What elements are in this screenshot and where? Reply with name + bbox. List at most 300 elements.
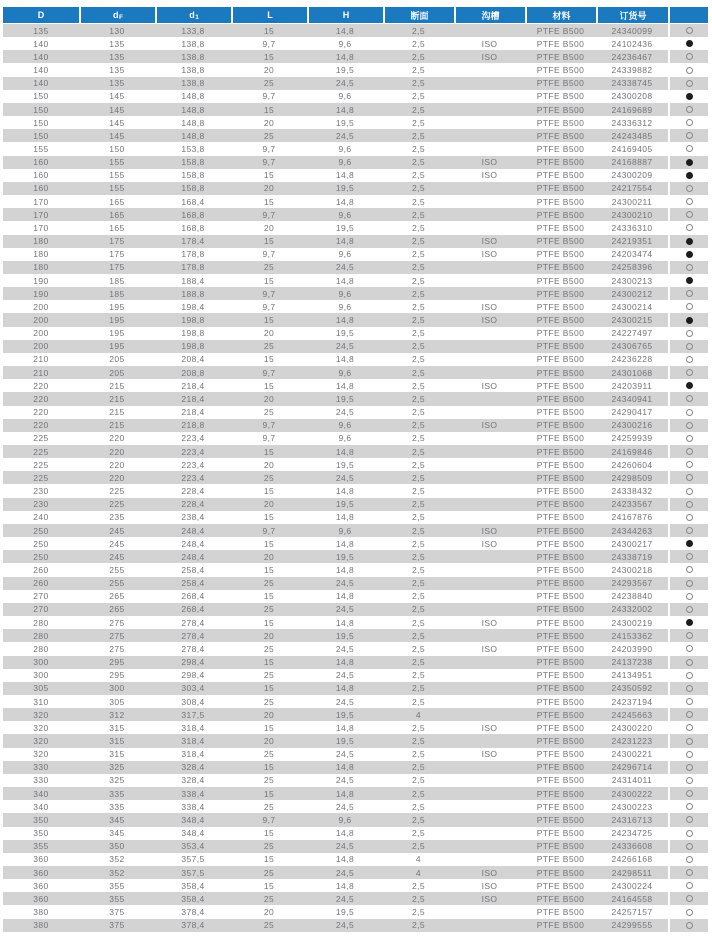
open-circle-icon — [686, 27, 693, 34]
cell-goucao: ISO — [481, 525, 498, 536]
cell-dinghuohao: 24314011 — [611, 775, 653, 786]
cell-availability — [668, 603, 708, 616]
cell-goucao — [454, 103, 525, 116]
open-circle-icon — [686, 909, 693, 916]
cell-L: 25 — [263, 130, 275, 141]
cell-H: 14,8 — [335, 354, 355, 365]
cell-dF: 245 — [109, 538, 125, 549]
cell-d1: 318,4 — [181, 749, 205, 760]
cell-dinghuohao: 24243485 — [611, 130, 653, 141]
cell-L: 25 — [263, 749, 275, 760]
cell-availability — [668, 24, 708, 37]
cell-duanmian: 2,5 — [411, 328, 426, 339]
cell-cailiao: PTFE B500 — [536, 222, 585, 233]
cell-L: 15 — [263, 591, 275, 602]
cell-duanmian: 4 — [415, 867, 422, 878]
column-header-goucao — [454, 7, 525, 23]
cell-L: 25 — [263, 643, 275, 654]
cell-D: 320 — [33, 736, 49, 747]
table-row — [3, 629, 708, 642]
cell-D: 200 — [33, 328, 49, 339]
cell-availability — [668, 406, 708, 419]
cell-H: 24,5 — [335, 341, 355, 352]
cell-L: 15 — [263, 380, 275, 391]
cell-duanmian: 2,5 — [411, 788, 426, 799]
cell-d1: 258,4 — [181, 564, 205, 575]
cell-d1: 148,8 — [181, 104, 205, 115]
cell-duanmian: 2,5 — [411, 25, 426, 36]
cell-H: 14,8 — [335, 683, 355, 694]
cell-duanmian: 2,5 — [411, 907, 426, 918]
cell-availability — [668, 182, 708, 195]
cell-L: 15 — [263, 617, 275, 628]
cell-H: 24,5 — [335, 841, 355, 852]
cell-dinghuohao: 24219351 — [611, 236, 653, 247]
cell-d1: 308,4 — [181, 696, 205, 707]
cell-dF: 265 — [109, 604, 125, 615]
open-circle-icon — [686, 185, 693, 192]
cell-availability — [668, 392, 708, 405]
cell-goucao: ISO — [481, 617, 498, 628]
cell-goucao — [454, 63, 525, 76]
cell-dinghuohao: 24344263 — [611, 525, 653, 536]
cell-duanmian: 2,5 — [411, 564, 426, 575]
cell-dF: 325 — [109, 762, 125, 773]
table-row — [3, 563, 708, 576]
cell-cailiao: PTFE B500 — [536, 670, 585, 681]
cell-dinghuohao: 24336608 — [611, 841, 653, 852]
cell-dF: 135 — [109, 51, 125, 62]
cell-D: 220 — [33, 420, 49, 431]
cell-cailiao: PTFE B500 — [536, 617, 585, 628]
cell-goucao — [454, 656, 525, 669]
cell-dF: 215 — [109, 420, 125, 431]
cell-L: 9,7 — [262, 157, 276, 168]
table-row — [3, 63, 708, 76]
table-row — [3, 327, 708, 340]
cell-D: 225 — [33, 446, 49, 457]
open-circle-icon — [686, 461, 693, 468]
cell-d1: 338,4 — [181, 788, 205, 799]
cell-dinghuohao: 24300219 — [611, 617, 653, 628]
cell-goucao — [454, 90, 525, 103]
cell-d1: 278,4 — [181, 617, 205, 628]
cell-duanmian: 2,5 — [411, 367, 426, 378]
cell-dinghuohao: 24153362 — [611, 630, 653, 641]
cell-duanmian: 2,5 — [411, 920, 426, 931]
cell-cailiao: PTFE B500 — [536, 65, 585, 76]
cell-D: 250 — [33, 525, 49, 536]
cell-H: 14,8 — [335, 538, 355, 549]
table-row — [3, 524, 708, 537]
open-circle-icon — [686, 777, 693, 784]
cell-dF: 275 — [109, 630, 125, 641]
cell-availability — [668, 879, 708, 892]
cell-H: 24,5 — [335, 670, 355, 681]
filled-circle-icon — [686, 317, 693, 324]
cell-duanmian: 2,5 — [411, 630, 426, 641]
cell-dF: 312 — [109, 709, 125, 720]
cell-cailiao: PTFE B500 — [536, 420, 585, 431]
cell-D: 230 — [33, 486, 49, 497]
open-circle-icon — [686, 566, 693, 573]
cell-goucao — [454, 669, 525, 682]
cell-goucao — [454, 208, 525, 221]
cell-dF: 175 — [109, 262, 125, 273]
cell-cailiao: PTFE B500 — [536, 446, 585, 457]
table-row — [3, 695, 708, 708]
cell-dinghuohao: 24203990 — [611, 643, 653, 654]
open-circle-icon — [686, 67, 693, 74]
cell-d1: 258,4 — [181, 578, 205, 589]
cell-D: 260 — [33, 578, 49, 589]
cell-dinghuohao: 24290417 — [611, 407, 653, 418]
cell-D: 220 — [33, 407, 49, 418]
cell-d1: 188,8 — [181, 288, 205, 299]
cell-d1: 328,4 — [181, 775, 205, 786]
cell-duanmian: 2,5 — [411, 104, 426, 115]
filled-circle-icon — [686, 159, 693, 166]
cell-availability — [668, 919, 708, 932]
cell-goucao — [454, 695, 525, 708]
cell-duanmian: 2,5 — [411, 380, 426, 391]
cell-dF: 220 — [109, 459, 125, 470]
table-row — [3, 642, 708, 655]
table-row — [3, 221, 708, 234]
cell-cailiao: PTFE B500 — [536, 130, 585, 141]
table-row — [3, 458, 708, 471]
cell-L: 15 — [263, 170, 275, 181]
cell-H: 24,5 — [335, 262, 355, 273]
cell-dinghuohao: 24236228 — [611, 354, 653, 365]
cell-availability — [668, 353, 708, 366]
cell-D: 225 — [33, 433, 49, 444]
cell-L: 15 — [263, 446, 275, 457]
cell-D: 355 — [33, 841, 49, 852]
cell-cailiao: PTFE B500 — [536, 578, 585, 589]
cell-H: 19,5 — [335, 65, 355, 76]
cell-duanmian: 2,5 — [411, 170, 426, 181]
table-row — [3, 590, 708, 603]
column-header-d1 — [155, 7, 231, 23]
cell-cailiao: PTFE B500 — [536, 828, 585, 839]
cell-dF: 175 — [109, 249, 125, 260]
cell-cailiao: PTFE B500 — [536, 657, 585, 668]
cell-d1: 303,4 — [181, 683, 205, 694]
cell-dinghuohao: 24293567 — [611, 578, 653, 589]
cell-dF: 165 — [109, 222, 125, 233]
cell-duanmian: 2,5 — [411, 393, 426, 404]
cell-cailiao: PTFE B500 — [536, 275, 585, 286]
cell-D: 170 — [33, 196, 49, 207]
cell-D: 320 — [33, 709, 49, 720]
table-row — [3, 103, 708, 116]
cell-goucao: ISO — [481, 170, 498, 181]
cell-cailiao: PTFE B500 — [536, 354, 585, 365]
cell-d1: 338,4 — [181, 801, 205, 812]
table-row — [3, 340, 708, 353]
cell-duanmian: 2,5 — [411, 762, 426, 773]
open-circle-icon — [686, 514, 693, 521]
cell-H: 19,5 — [335, 736, 355, 747]
column-header-duanmian — [383, 7, 454, 23]
cell-dinghuohao: 24300223 — [611, 801, 653, 812]
cell-availability — [668, 63, 708, 76]
cell-dF: 220 — [109, 472, 125, 483]
open-circle-icon — [686, 698, 693, 705]
cell-dinghuohao: 24258396 — [611, 262, 653, 273]
cell-availability — [668, 774, 708, 787]
cell-duanmian: 2,5 — [411, 222, 426, 233]
cell-dinghuohao: 24299555 — [611, 920, 653, 931]
cell-D: 190 — [33, 275, 49, 286]
cell-L: 15 — [263, 788, 275, 799]
cell-cailiao: PTFE B500 — [536, 775, 585, 786]
cell-L: 15 — [263, 315, 275, 326]
cell-L: 20 — [263, 499, 275, 510]
cell-duanmian: 2,5 — [411, 472, 426, 483]
cell-availability — [668, 563, 708, 576]
cell-L: 15 — [263, 657, 275, 668]
table-row — [3, 208, 708, 221]
open-circle-icon — [686, 395, 693, 402]
cell-goucao — [454, 734, 525, 747]
cell-H: 24,5 — [335, 604, 355, 615]
cell-d1: 278,4 — [181, 630, 205, 641]
cell-d1: 348,4 — [181, 828, 205, 839]
open-circle-icon — [686, 145, 693, 152]
cell-dF: 305 — [109, 696, 125, 707]
table-row — [3, 800, 708, 813]
cell-cailiao: PTFE B500 — [536, 288, 585, 299]
cell-duanmian: 2,5 — [411, 407, 426, 418]
open-circle-icon — [686, 435, 693, 442]
cell-cailiao: PTFE B500 — [536, 709, 585, 720]
cell-duanmian: 2,5 — [411, 51, 426, 62]
cell-duanmian: 2,5 — [411, 828, 426, 839]
cell-cailiao: PTFE B500 — [536, 459, 585, 470]
cell-dF: 145 — [109, 104, 125, 115]
cell-d1: 378,4 — [181, 920, 205, 931]
cell-goucao — [454, 919, 525, 932]
cell-H: 14,8 — [335, 854, 355, 865]
open-circle-icon — [686, 119, 693, 126]
cell-D: 350 — [33, 828, 49, 839]
cell-D: 270 — [33, 604, 49, 615]
cell-dinghuohao: 24238840 — [611, 591, 653, 602]
cell-dF: 355 — [109, 880, 125, 891]
cell-cailiao: PTFE B500 — [536, 486, 585, 497]
cell-cailiao: PTFE B500 — [536, 893, 585, 904]
cell-availability — [668, 656, 708, 669]
cell-availability — [668, 669, 708, 682]
cell-L: 9,7 — [262, 288, 276, 299]
cell-d1: 138,8 — [181, 38, 205, 49]
cell-H: 24,5 — [335, 920, 355, 931]
open-circle-icon — [686, 224, 693, 231]
table-row — [3, 813, 708, 826]
cell-H: 14,8 — [335, 657, 355, 668]
table-row — [3, 827, 708, 840]
cell-duanmian: 2,5 — [411, 880, 426, 891]
column-header-H — [307, 7, 383, 23]
cell-duanmian: 2,5 — [411, 262, 426, 273]
cell-duanmian: 2,5 — [411, 486, 426, 497]
cell-duanmian: 2,5 — [411, 236, 426, 247]
cell-cailiao: PTFE B500 — [536, 143, 585, 154]
cell-cailiao: PTFE B500 — [536, 630, 585, 641]
cell-L: 20 — [263, 183, 275, 194]
cell-d1: 278,4 — [181, 643, 205, 654]
cell-availability — [668, 524, 708, 537]
cell-dinghuohao: 24260604 — [611, 459, 653, 470]
cell-cailiao: PTFE B500 — [536, 262, 585, 273]
cell-availability — [668, 261, 708, 274]
cell-L: 25 — [263, 78, 275, 89]
cell-duanmian: 2,5 — [411, 814, 426, 825]
cell-goucao — [454, 774, 525, 787]
table-row — [3, 919, 708, 932]
cell-L: 15 — [263, 275, 275, 286]
cell-availability — [668, 169, 708, 182]
cell-cailiao: PTFE B500 — [536, 78, 585, 89]
cell-duanmian: 2,5 — [411, 301, 426, 312]
table-row — [3, 300, 708, 313]
open-circle-icon — [686, 738, 693, 745]
cell-availability — [668, 90, 708, 103]
cell-D: 380 — [33, 920, 49, 931]
cell-dF: 352 — [109, 867, 125, 878]
cell-L: 9,7 — [262, 301, 276, 312]
cell-goucao: ISO — [481, 749, 498, 760]
cell-goucao — [454, 603, 525, 616]
cell-duanmian: 2,5 — [411, 736, 426, 747]
cell-d1: 218,4 — [181, 393, 205, 404]
cell-L: 20 — [263, 393, 275, 404]
cell-L: 15 — [263, 354, 275, 365]
cell-goucao — [454, 195, 525, 208]
cell-L: 9,7 — [262, 249, 276, 260]
cell-goucao — [454, 445, 525, 458]
cell-H: 9,6 — [338, 301, 352, 312]
cell-d1: 268,4 — [181, 604, 205, 615]
column-header-label: 沟槽 — [481, 10, 500, 21]
open-circle-icon — [686, 790, 693, 797]
column-header-label: H — [342, 10, 350, 20]
cell-dinghuohao: 24300215 — [611, 315, 653, 326]
cell-H: 24,5 — [335, 775, 355, 786]
open-circle-icon — [686, 856, 693, 863]
cell-dF: 215 — [109, 380, 125, 391]
open-circle-icon — [686, 685, 693, 692]
table-row — [3, 892, 708, 905]
table-row — [3, 879, 708, 892]
cell-goucao — [454, 629, 525, 642]
cell-dinghuohao: 24233567 — [611, 499, 653, 510]
table-row — [3, 24, 708, 37]
cell-dinghuohao: 24300209 — [611, 170, 653, 181]
cell-d1: 148,8 — [181, 91, 205, 102]
cell-dinghuohao: 24300220 — [611, 722, 653, 733]
cell-H: 14,8 — [335, 591, 355, 602]
cell-d1: 138,8 — [181, 65, 205, 76]
cell-H: 24,5 — [335, 893, 355, 904]
table-row — [3, 353, 708, 366]
cell-D: 380 — [33, 907, 49, 918]
table-row — [3, 577, 708, 590]
cell-dF: 220 — [109, 446, 125, 457]
filled-circle-icon — [686, 40, 693, 47]
cell-duanmian: 2,5 — [411, 341, 426, 352]
cell-d1: 148,8 — [181, 117, 205, 128]
open-circle-icon — [686, 132, 693, 139]
cell-d1: 298,4 — [181, 657, 205, 668]
cell-d1: 223,4 — [181, 433, 205, 444]
cell-availability — [668, 287, 708, 300]
cell-dF: 175 — [109, 236, 125, 247]
cell-goucao — [454, 116, 525, 129]
open-circle-icon — [686, 895, 693, 902]
cell-d1: 198,8 — [181, 315, 205, 326]
cell-D: 150 — [33, 91, 49, 102]
cell-dF: 205 — [109, 367, 125, 378]
cell-dF: 300 — [109, 683, 125, 694]
cell-dinghuohao: 24236467 — [611, 51, 653, 62]
open-circle-icon — [686, 632, 693, 639]
cell-duanmian: 2,5 — [411, 893, 426, 904]
cell-d1: 188,4 — [181, 275, 205, 286]
cell-d1: 198,8 — [181, 328, 205, 339]
cell-dinghuohao: 24168887 — [611, 157, 653, 168]
cell-L: 25 — [263, 407, 275, 418]
cell-availability — [668, 577, 708, 590]
cell-availability — [668, 708, 708, 721]
open-circle-icon — [686, 711, 693, 718]
cell-dF: 150 — [109, 143, 125, 154]
table-row — [3, 50, 708, 63]
cell-d1: 178,8 — [181, 262, 205, 273]
cell-duanmian: 2,5 — [411, 525, 426, 536]
cell-dinghuohao: 24338745 — [611, 78, 653, 89]
cell-dinghuohao: 24300218 — [611, 564, 653, 575]
cell-H: 9,6 — [338, 288, 352, 299]
cell-dF: 315 — [109, 736, 125, 747]
cell-dF: 220 — [109, 433, 125, 444]
cell-H: 14,8 — [335, 275, 355, 286]
cell-L: 25 — [263, 920, 275, 931]
cell-dF: 165 — [109, 196, 125, 207]
cell-dinghuohao: 24169689 — [611, 104, 653, 115]
cell-dF: 135 — [109, 38, 125, 49]
cell-dinghuohao: 24300222 — [611, 788, 653, 799]
cell-goucao — [454, 471, 525, 484]
cell-duanmian: 2,5 — [411, 354, 426, 365]
cell-L: 15 — [263, 51, 275, 62]
table-row — [3, 787, 708, 800]
cell-H: 14,8 — [335, 512, 355, 523]
filled-circle-icon — [686, 619, 693, 626]
cell-goucao — [454, 853, 525, 866]
filled-circle-icon — [686, 251, 693, 258]
cell-D: 340 — [33, 801, 49, 812]
cell-D: 180 — [33, 249, 49, 260]
cell-availability — [668, 419, 708, 432]
cell-cailiao: PTFE B500 — [536, 736, 585, 747]
cell-duanmian: 2,5 — [411, 38, 426, 49]
cell-dinghuohao: 24306765 — [611, 341, 653, 352]
cell-goucao: ISO — [481, 538, 498, 549]
cell-duanmian: 2,5 — [411, 459, 426, 470]
